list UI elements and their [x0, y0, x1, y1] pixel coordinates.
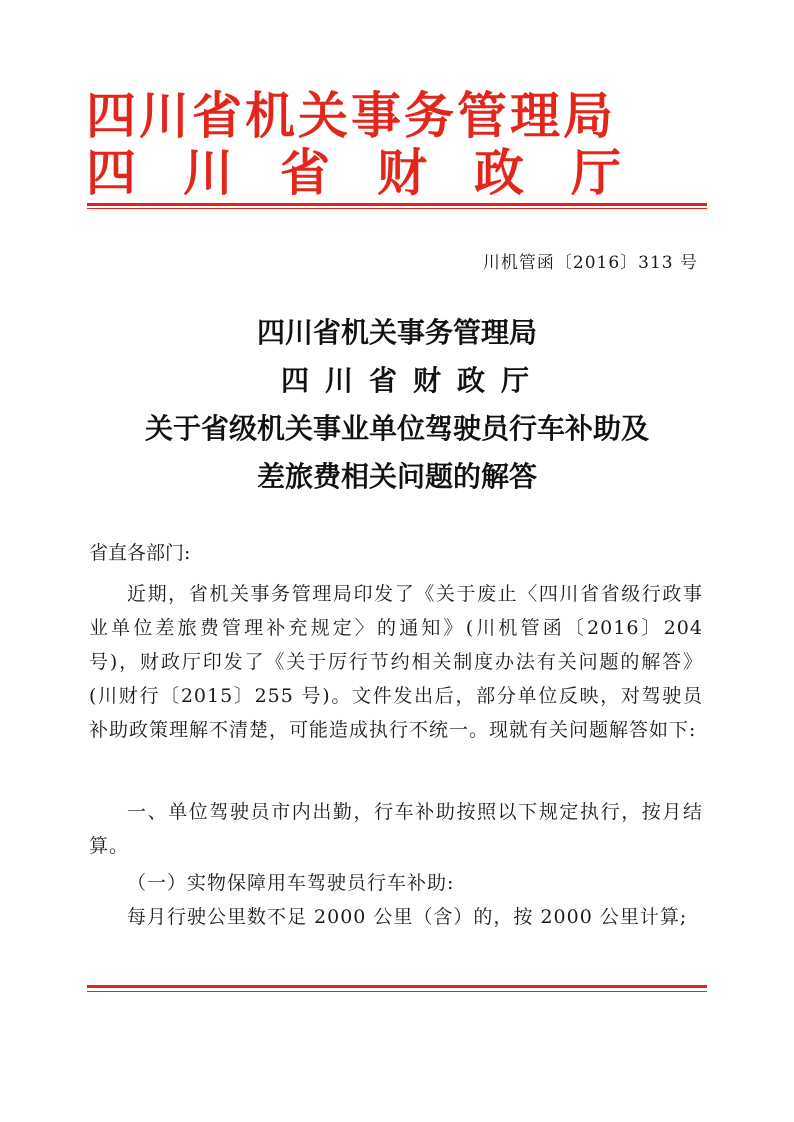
- title-line-4: 差旅费相关问题的解答: [256, 460, 537, 493]
- footer-rule-thick: [87, 985, 707, 988]
- title-line-3: 关于省级机关事业单位驾驶员行车补助及: [144, 412, 649, 445]
- header-rule-thick: [87, 203, 707, 206]
- title-line-2: 四川省财政厅: [280, 364, 545, 397]
- document-number: 川机管函〔2016〕313 号: [482, 253, 698, 273]
- body-paragraph-3: （一）实物保障用车驾驶员行车补助:: [127, 872, 455, 894]
- header-rule-thin: [87, 208, 707, 209]
- salutation: 省直各部门:: [89, 542, 191, 564]
- body-paragraph-2: 一、单位驾驶员市内出勤，行车补助按照以下规定执行，按月结算。: [89, 801, 703, 857]
- header-agency-2: 四川省财政厅: [86, 143, 668, 202]
- header-agency-1: 四川省机关事务管理局: [86, 86, 616, 145]
- footer-rule-thin: [87, 991, 707, 992]
- body-paragraph-1: 近期，省机关事务管理局印发了《关于废止〈四川省省级行政事业单位差旅费管理补充规定〉的通知》(川机管函〔2016〕204 号)，财政厅印发了《关于厉行节约相关制度办法有关问题的解答》(川财行〔2015〕255 号)。文件发出后，部分单位反映，对驾驶员补助政策理解不清楚，可能造成执行不统一。现就有关问题解答如下:: [89, 583, 703, 741]
- title-line-1: 四川省机关事务管理局: [256, 316, 537, 349]
- body-paragraph-4: 每月行驶公里数不足 2000 公里（含）的，按 2000 公里计算;: [127, 906, 688, 928]
